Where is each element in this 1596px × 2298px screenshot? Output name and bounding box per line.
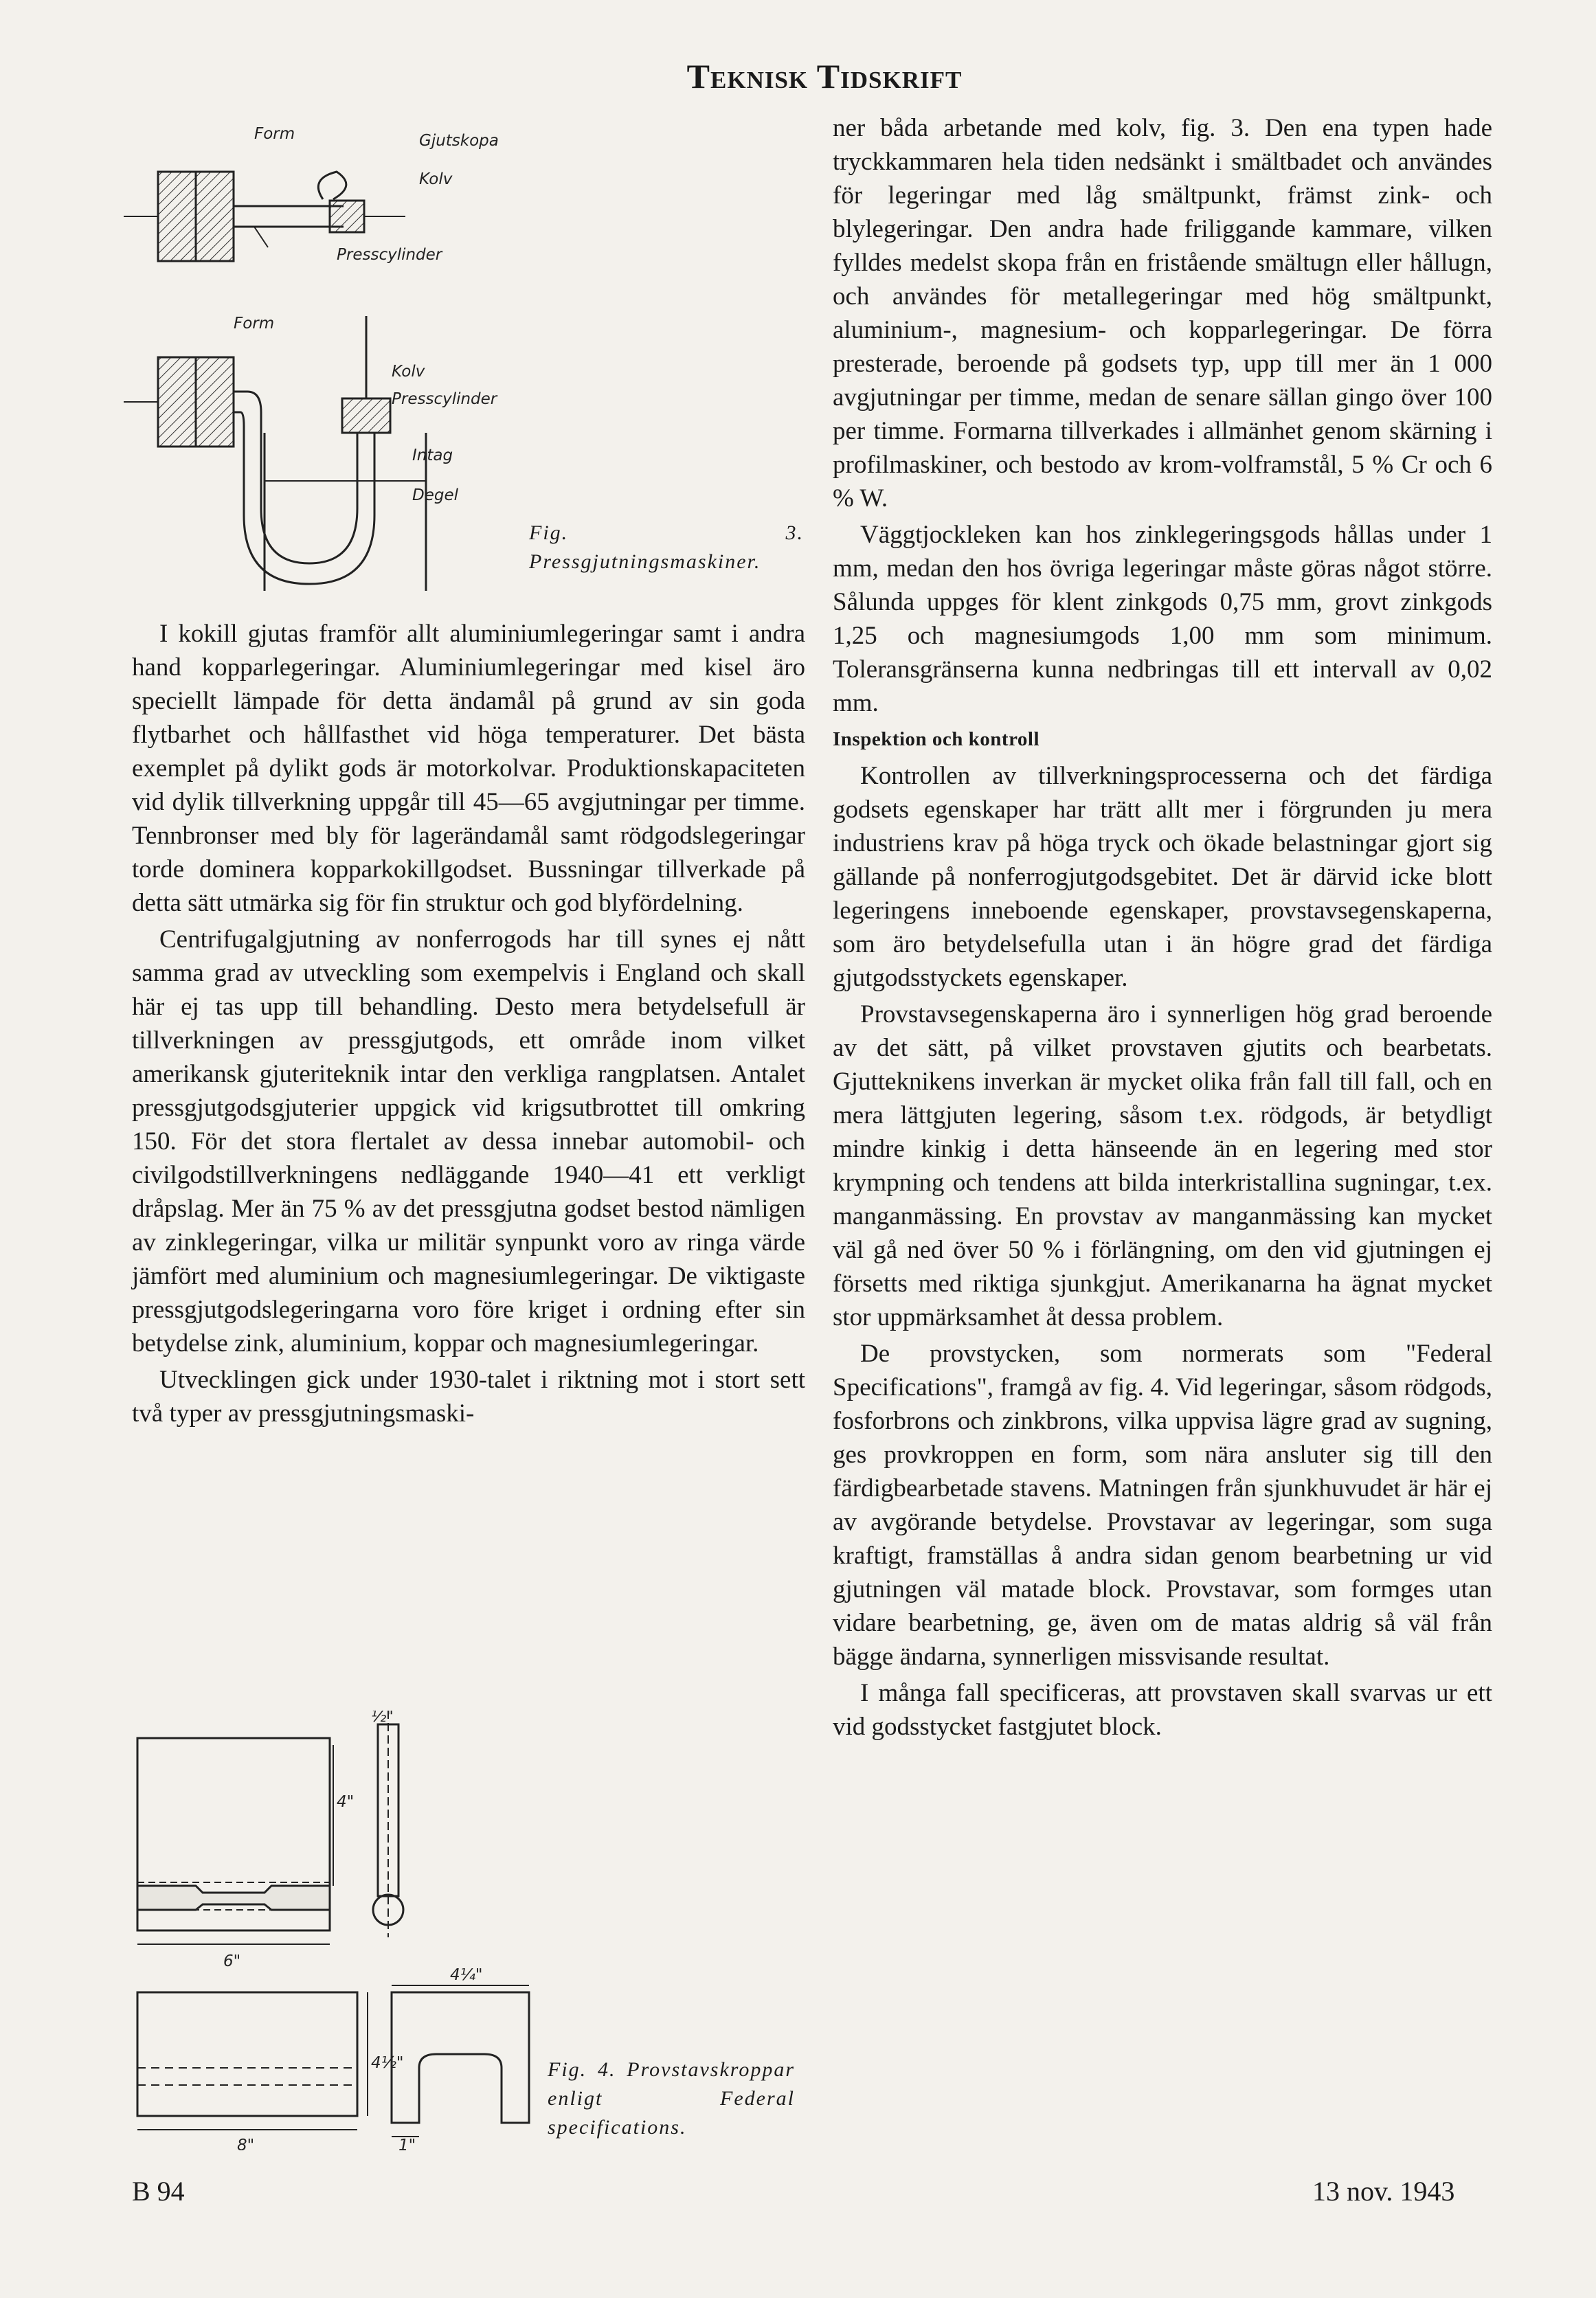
fig3-label-cylinder-bottom: Presscylinder <box>392 390 497 408</box>
right-paragraph-2: Väggtjockleken kan hos zinklegeringsgods hållas under 1 mm, medan den hos övriga legeringar måste göras något större. Sålunda uppges för klent zinkgods 0,75 mm, grovt zinkgods 1,25 och magnesiumgods 1,00 mm som minimum. Toleransgränserna kunna nedbringas till ett intervall av 0,02 mm. <box>833 521 1492 717</box>
fig3-label-ladle: Gjutskopa <box>419 132 499 150</box>
page-number: B 94 <box>132 2176 185 2207</box>
fig3-label-form-top: Form <box>254 125 295 143</box>
fig3-label-intake: Intag <box>412 447 453 464</box>
fig4-dim-leg-width: 1" <box>398 2137 416 2150</box>
left-column <box>132 617 805 1430</box>
fig4-dim-bar-height: 4" <box>337 1793 355 1811</box>
right-paragraph-6: I många fall specificeras, att provstaven skall svarvas ur ett vid godsstycket fastgjutet block. <box>833 1679 1492 1741</box>
fig4-dim-block-width: 4¼" <box>450 1966 483 1984</box>
test-block-drawing <box>137 1985 529 2137</box>
right-column <box>833 111 1492 1744</box>
section-heading: Inspektion och kontroll <box>833 728 1040 750</box>
issue-date: 13 nov. 1943 <box>1312 2176 1455 2207</box>
figure-4-diagram <box>127 1711 539 2150</box>
left-paragraph-3: Utvecklingen gick under 1930-talet i riktning mot i stort sett två typer av pressgjutningsmaski- <box>132 1366 805 1428</box>
left-paragraph-1: I kokill gjutas framför allt aluminiumlegeringar samt i andra hand kopparlegeringar. Aluminiumlegeringar med kisel äro speciellt lämpade för detta ändamål på grund av sin goda flytbarhet och hållfasthet vid höga temperaturer. Det bästa exemplet på dylikt gods är motorkolvar. Produktionskapaciteten vid dylik tillverkning uppgår till 45—65 avgjutningar per timme. Tennbronser med bly för lagerändamål samt rödgodslegeringar torde dominera kopparkokillgodset. Bussningar tillverkade på detta sätt utmärka sig för fin struktur och god blyfördelning. <box>132 620 805 917</box>
fig3-label-piston-bottom: Kolv <box>392 363 425 381</box>
right-paragraph-3: Kontrollen av tillverkningsprocesserna och det färdiga godsets egenskaper har trätt allt mer i förgrunden ju mera industriens krav på höga tryck och ökade belastningar gjort sig gällande på nonferrogjutgodsgebitet. Det är därvid icke blott legeringens inneboende egenskaper, provstavsegenskaperna, som äro betydelsefulla utan i än högre grad det färdiga gjutgodsstyckets egenskaper. <box>833 762 1492 992</box>
figure-3-caption: Fig. 3. Pressgjutningsmaskiner. <box>529 521 804 573</box>
fig3-label-cylinder-top: Presscylinder <box>337 246 442 264</box>
figure-4-caption: Fig. 4. Provstavskroppar enligt Federal specifications. <box>548 2058 795 2139</box>
right-paragraph-4: Provstavsegenskaperna äro i synnerligen hög grad beroende av det sätt, på vilket provstaven gjutits och bearbetats. Gjutteknikens inverkan är mycket olika från fall till fall, och en mera lättgjuten legering, såsom t.ex. rödgods, är betydligt mindre kinkig i detta hänseende än en legering med stor krympning och tendens att bilda interkristallina sugningar, t.ex. manganmässing. En provstav av manganmässing kan mycket väl gå ned över 50 % i förlängning, om den vid gjutningen ej försetts med riktiga sjunkgjut. Amerikanarna ha ägnat mycket stor uppmärksamhet åt dessa problem. <box>833 1000 1492 1331</box>
fig4-dim-block-length: 8" <box>237 2137 255 2150</box>
journal-title: Teknisk Tidskrift <box>686 57 963 95</box>
fig3-label-piston-top: Kolv <box>419 170 453 188</box>
figure-3-diagram <box>117 110 529 591</box>
die-casting-machine-lower <box>124 316 426 591</box>
left-paragraph-2: Centrifugalgjutning av nonferrogods har till synes ej nått samma grad av utveckling som exempelvis i England och skall här ej tas upp till behandling. Desto mera betydelsefull är tillverkningen av pressgjutgods, ett område inom vilket amerikansk gjuteriteknik intar den verkliga rangplatsen. Antalet pressgjutgodsgjuterier uppgick vid krigsutbrottet till omkring 150. För det stora flertalet av dessa innebar automobil- och civilgodstillverkningens nedläggande 1940—41 ett verkligt dråpslag. Mer än 75 % av det pressgjutna godset bestod nämligen av zinklegeringar, vilka ur militär synpunkt voro av ringa värde jämfört med aluminium och magnesiumlegeringar. De viktigaste pressgjutgodslegeringarna voro före kriget i ordning efter sin betydelse zink, aluminium, koppar och magnesiumlegeringar. <box>132 925 805 1358</box>
fig3-label-crucible: Degel <box>412 486 459 504</box>
fig4-dim-diameter: ½" <box>371 1711 394 1726</box>
fig4-dim-block-height: 4½" <box>371 2054 404 2072</box>
right-paragraph-1: ner båda arbetande med kolv, fig. 3. Den ena typen hade tryckkammaren hela tiden nedsänkt i smältbadet och användes för legeringar med låg smältpunkt, främst zink- och blylegeringar. Den andra hade friliggande kammare, vilken fylldes medelst skopa från en fristående smältugn eller hållugn, och användes för metallegeringar med hög smältpunkt, aluminium-, magnesium- och kopparlegeringar. De förra presterade, beroende på godsets typ, upp till mer än 1 000 avgjutningar per timme, medan de senare sällan gingo över 100 per timme. Formarna tillverkades i allmänhet genom skärning i profilmaskiner, och bestodo av krom-volframstål, 5 % Cr och 6 % W. <box>833 114 1492 512</box>
test-bar-drawing <box>137 1711 403 1944</box>
fig3-label-form-bottom: Form <box>234 315 275 333</box>
fig4-dim-bar-length: 6" <box>223 1952 241 1970</box>
right-paragraph-5: De provstycken, som normerats som "Federal Specifications", framgå av fig. 4. Vid legeringar, såsom rödgods, fosforbrons och zinkbrons, vilka uppvisa lägre grad av sugning, ges provkroppen en form, som nära ansluter sig till den färdigbearbetade stavens. Matningen från sjunkhuvudet är här ej av avgörande betydelse. Provstavar av legeringar, som suga kraftigt, framställas å andra sidan genom bearbetning ur vid gjutningen väl matade block. Provstavar, som formges utan vidare bearbetning, ge, även om de matas aldrig så väl från bägge ändarna, synnerligen missvisande resultat. <box>833 1340 1492 1671</box>
